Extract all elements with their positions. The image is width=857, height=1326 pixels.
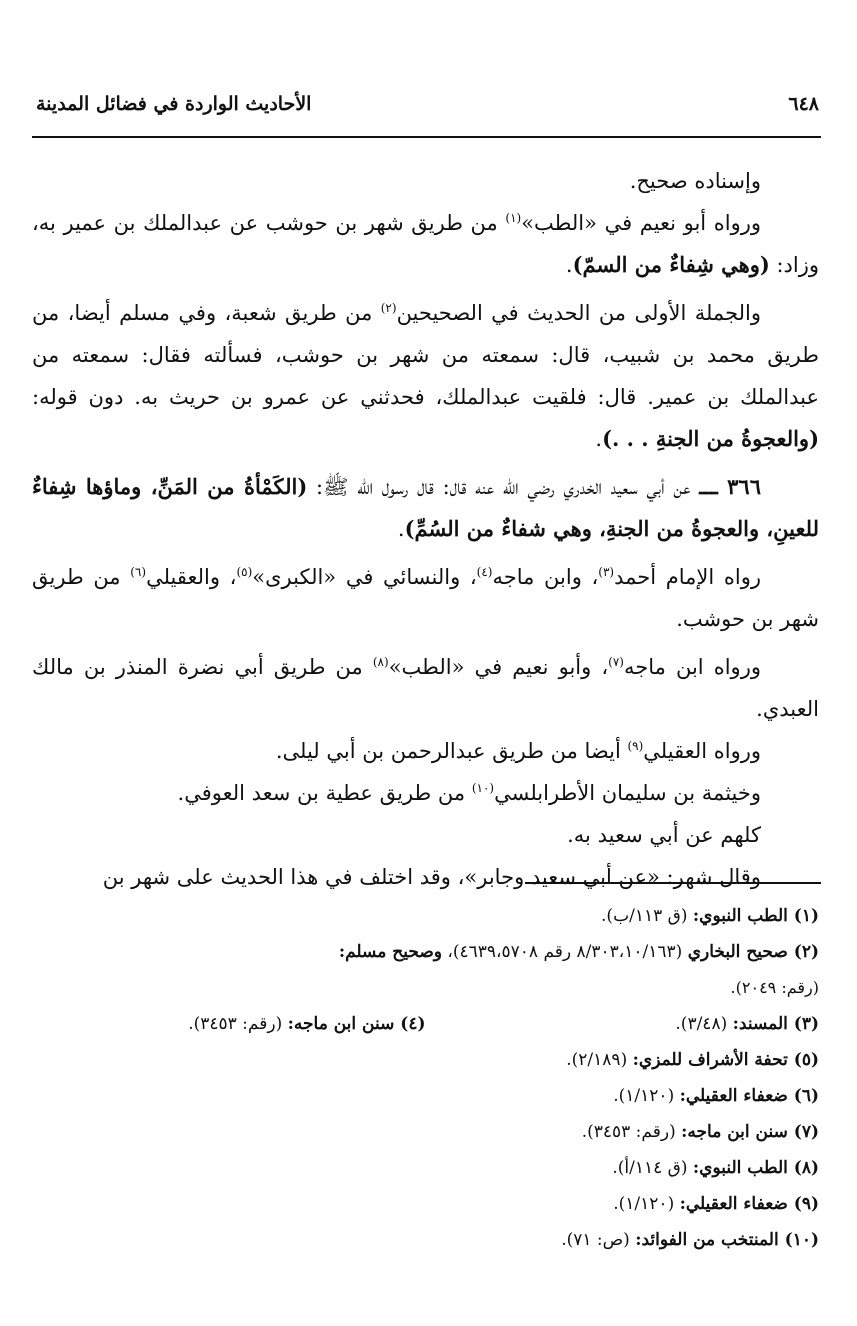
footnote-3: (٣) المسند: (٣/٤٨).: [675, 1014, 819, 1034]
hadith-number: ٣٦٦ ـــ: [699, 474, 761, 499]
paragraph-abu-nuaim: ورواه أبو نعيم في «الطب»$^{(١)}$ من طريق شهر بن حوشب عن عبدالملك بن عمير به، وزاد: (وهي شِفاءٌ من السمّ).: [32, 211, 819, 277]
paragraph-isnad: وإسناده صحيح.: [629, 169, 761, 193]
footnote-ref-3[interactable]: (٣): [598, 565, 615, 579]
page-number: ٦٤٨: [788, 93, 819, 115]
footnote-ref-9[interactable]: (٩): [627, 739, 644, 753]
paragraph-sahihayn: والجملة الأولى من الحديث في الصحيحين$^{(٢)}$ من طريق شعبة، وفي مسلم أيضا، من طريق محمد بن شبيب، قال: سمعته من شهر بن حوشب، فسألته فقال: سمعته من عبدالملك بن عمير. قال: فلقيت عبدالملك، فحدثني عن عمرو بن حريث به. دون قوله: (والعجوةُ من الجنةِ . . .).: [32, 301, 819, 451]
footnote-ref-2[interactable]: (٢): [380, 301, 397, 315]
footnote-9: (٩) ضعفاء العقيلي: (١/١٢٠).: [613, 1194, 819, 1214]
footnote-ref-6[interactable]: (٦): [130, 565, 147, 579]
hadith-excerpt: (والعجوةُ من الجنةِ . . .): [602, 426, 819, 451]
footnote-10: (١٠) المنتخب من الفوائد: (ص: ٧١).: [561, 1230, 819, 1250]
paragraph-takhrij-2: ورواه ابن ماجه$^{(٧)}$، وأبو نعيم في «الطب»$^{(٨)}$ من طريق أبي نضرة المنذر بن مالك العبدي.: [32, 655, 819, 721]
footnotes: [32, 898, 819, 1258]
paragraph-takhrij-3: ورواه العقيلي$^{(٩)}$ أيضا من طريق عبدالرحمن بن أبي ليلى.: [275, 739, 761, 763]
footnote-6: (٦) ضعفاء العقيلي: (١/١٢٠).: [613, 1086, 819, 1106]
footnote-row-3-4: [32, 1006, 819, 1042]
footnote-ref-1[interactable]: (١): [505, 211, 522, 225]
footnote-8: (٨) الطب النبوي: (ق ١١٤/أ).: [612, 1158, 819, 1178]
footnote-7: (٧) سنن ابن ماجه: (رقم: ٣٤٥٣).: [581, 1122, 819, 1142]
footnote-1: (١) الطب النبوي: (ق ١١٣/ب).: [601, 906, 819, 926]
footnote-ref-5[interactable]: (٥): [236, 565, 253, 579]
running-title: الأحاديث الواردة في فضائل المدينة: [36, 93, 312, 115]
footnote-ref-10[interactable]: (١٠): [471, 781, 495, 795]
paragraph-takhrij-4: وخيثمة بن سليمان الأطرابلسي$^{(١٠)}$ من طريق عطية بن سعد العوفي.: [177, 781, 761, 805]
main-text: [32, 160, 819, 898]
hadith-addition: (وهي شِفاءٌ من السمّ): [572, 252, 770, 277]
paragraph-summary: كلهم عن أبي سعيد به.: [567, 823, 761, 847]
header-divider: [32, 136, 821, 138]
footnote-2-continued: (رقم: ٢٠٤٩).: [730, 978, 819, 997]
hadith-366: ٣٦٦ ـــ عن أبي سعيد الخدري رضي الله عنه قال: قال رسول الله ﷺ: (الكَمْأةُ من المَنِّ، وماؤها شِفاءٌ للعينِ، والعجوةُ من الجنةِ، وهي شفاءٌ من السُمِّ).: [32, 474, 819, 541]
hadith-matn: (الكَمْأةُ من المَنِّ، وماؤها شِفاءٌ للعينِ، والعجوةُ من الجنةِ، وهي شفاءٌ من السُمِّ): [32, 474, 819, 541]
footnote-5: (٥) تحفة الأشراف للمزي: (٢/١٨٩).: [566, 1050, 819, 1070]
footnote-4: (٤) سنن ابن ماجه: (رقم: ٣٤٥٣).: [188, 1014, 426, 1034]
page-header: [36, 86, 819, 122]
paragraph-shahr: وقال شهر: «عن أبي سعيد وجابر»، وقد اختلف في هذا الحديث على شهر بن: [102, 865, 761, 889]
footnote-ref-7[interactable]: (٧): [608, 655, 624, 669]
footnote-divider: [525, 882, 821, 884]
paragraph-takhrij-1: رواه الإمام أحمد$^{(٣)}$، وابن ماجه$^{(٤)}$، والنسائي في «الكبرى»$^{(٥)}$، والعقيلي$^{(٦)}$ من طريق شهر بن حوشب.: [32, 565, 819, 631]
footnote-2: (٢) صحيح البخاري (٨/٣٠٣،١٠/١٦٣ رقم ٤٦٣٩،٥٧٠٨)، وصحيح مسلم:: [338, 942, 819, 962]
footnote-ref-8[interactable]: (٨): [372, 655, 389, 669]
footnote-ref-4[interactable]: (٤): [476, 565, 493, 579]
